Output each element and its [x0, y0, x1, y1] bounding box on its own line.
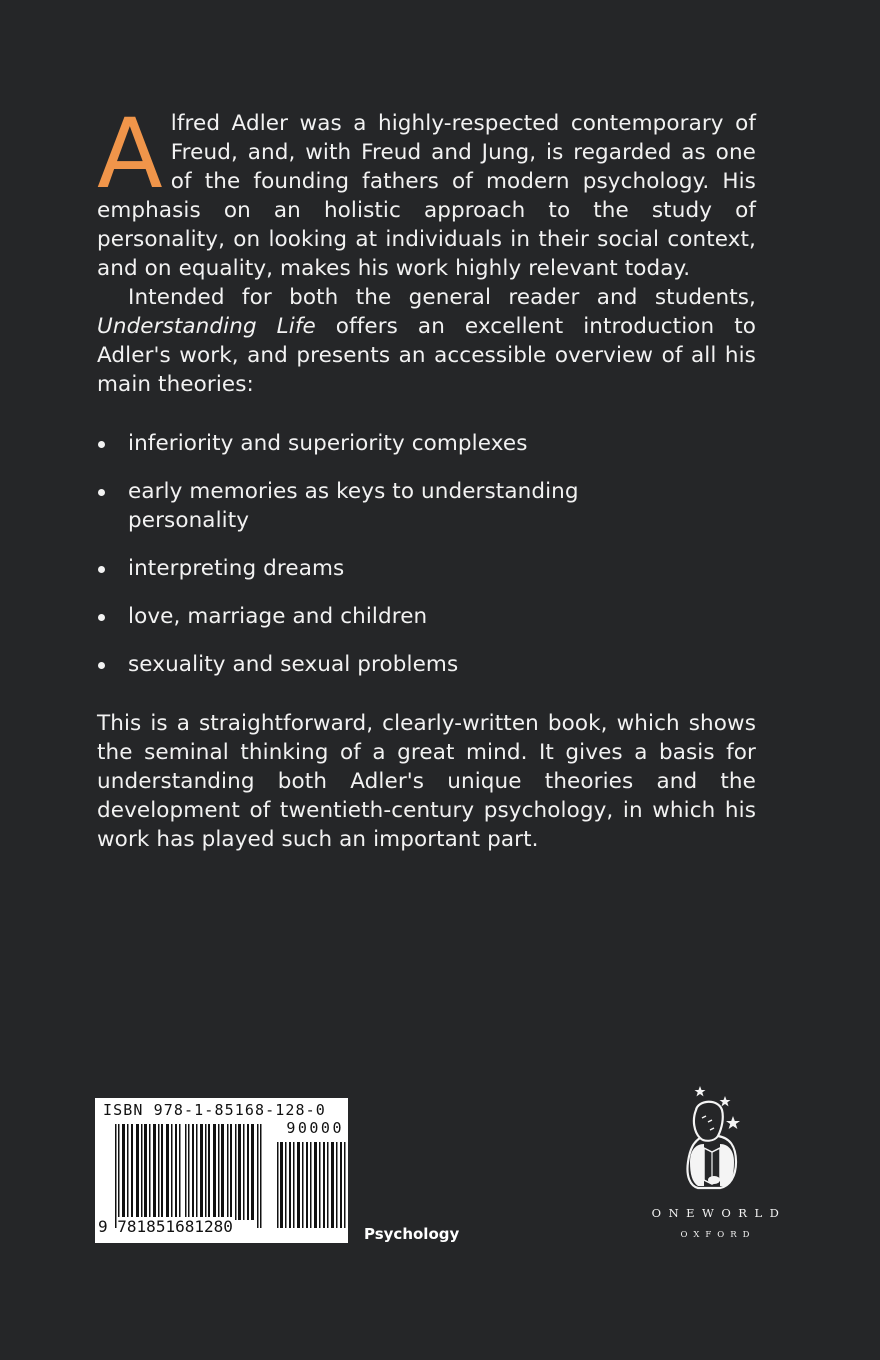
bullet-icon: [98, 489, 105, 496]
bullet-icon: [98, 441, 105, 448]
overview-intro-text: Intended for both the general reader and students,: [128, 285, 756, 310]
price-addon-code: 90000: [286, 1119, 344, 1137]
barcode-digits: [98, 1217, 233, 1236]
list-item: [97, 650, 648, 679]
category-label: Psychology: [364, 1225, 460, 1243]
publisher-name: ONEWORLD: [651, 1206, 787, 1220]
publisher-logo-block: [620, 1082, 810, 1240]
list-item-text: sexuality and sexual problems: [128, 652, 459, 677]
overview-paragraph: [97, 283, 756, 399]
bullet-icon: [98, 662, 105, 669]
overview-rest-text: offers an excellent introduction to Adler's work, and presents an accessible overview of all his main theories:: [97, 314, 756, 397]
barcode-digits-group-1: 781851: [117, 1217, 176, 1236]
list-item-text: inferiority and superiority complexes: [128, 431, 528, 456]
list-item: [97, 554, 648, 583]
reading-figure-with-stars-icon: [670, 1082, 760, 1192]
publisher-city: OXFORD: [680, 1230, 756, 1240]
back-cover-blurb: [97, 98, 756, 854]
list-item: [97, 477, 648, 535]
list-item-text: interpreting dreams: [128, 556, 345, 581]
bullet-icon: [98, 614, 105, 621]
list-item: [97, 602, 648, 631]
intro-paragraph-text: lfred Adler was a highly-respected contemporary of Freud, and, with Freud and Jung, is regarded as one of the founding fathers of modern psychology. His emphasis on an holistic approach to the study of personality, on looking at individuals in their social context, and on equality, makes his work highly relevant today.: [97, 111, 756, 281]
drop-cap: A: [97, 98, 163, 210]
barcode-digits-group-2: 681280: [175, 1217, 233, 1236]
barcode-bars-icon: [115, 1124, 263, 1228]
closing-paragraph: This is a straightforward, clearly-written book, which shows the seminal thinking of a great mind. It gives a basis for understanding both Adler's unique theories and the development of twentieth-century psychology, in which his work has played such an important part.: [97, 711, 756, 852]
book-title: Understanding Life: [97, 314, 316, 339]
bullet-icon: [98, 566, 105, 573]
isbn-barcode: [95, 1098, 348, 1243]
addon-barcode-bars-icon: [277, 1142, 347, 1228]
theories-list: [97, 429, 756, 679]
isbn-label: ISBN 978-1-85168-128-0: [103, 1101, 326, 1119]
list-item-text: early memories as keys to understanding personality: [128, 479, 579, 533]
list-item: [97, 429, 648, 458]
intro-paragraph: [97, 98, 756, 283]
barcode-digit-first: 9: [98, 1217, 108, 1236]
list-item-text: love, marriage and children: [128, 604, 428, 629]
